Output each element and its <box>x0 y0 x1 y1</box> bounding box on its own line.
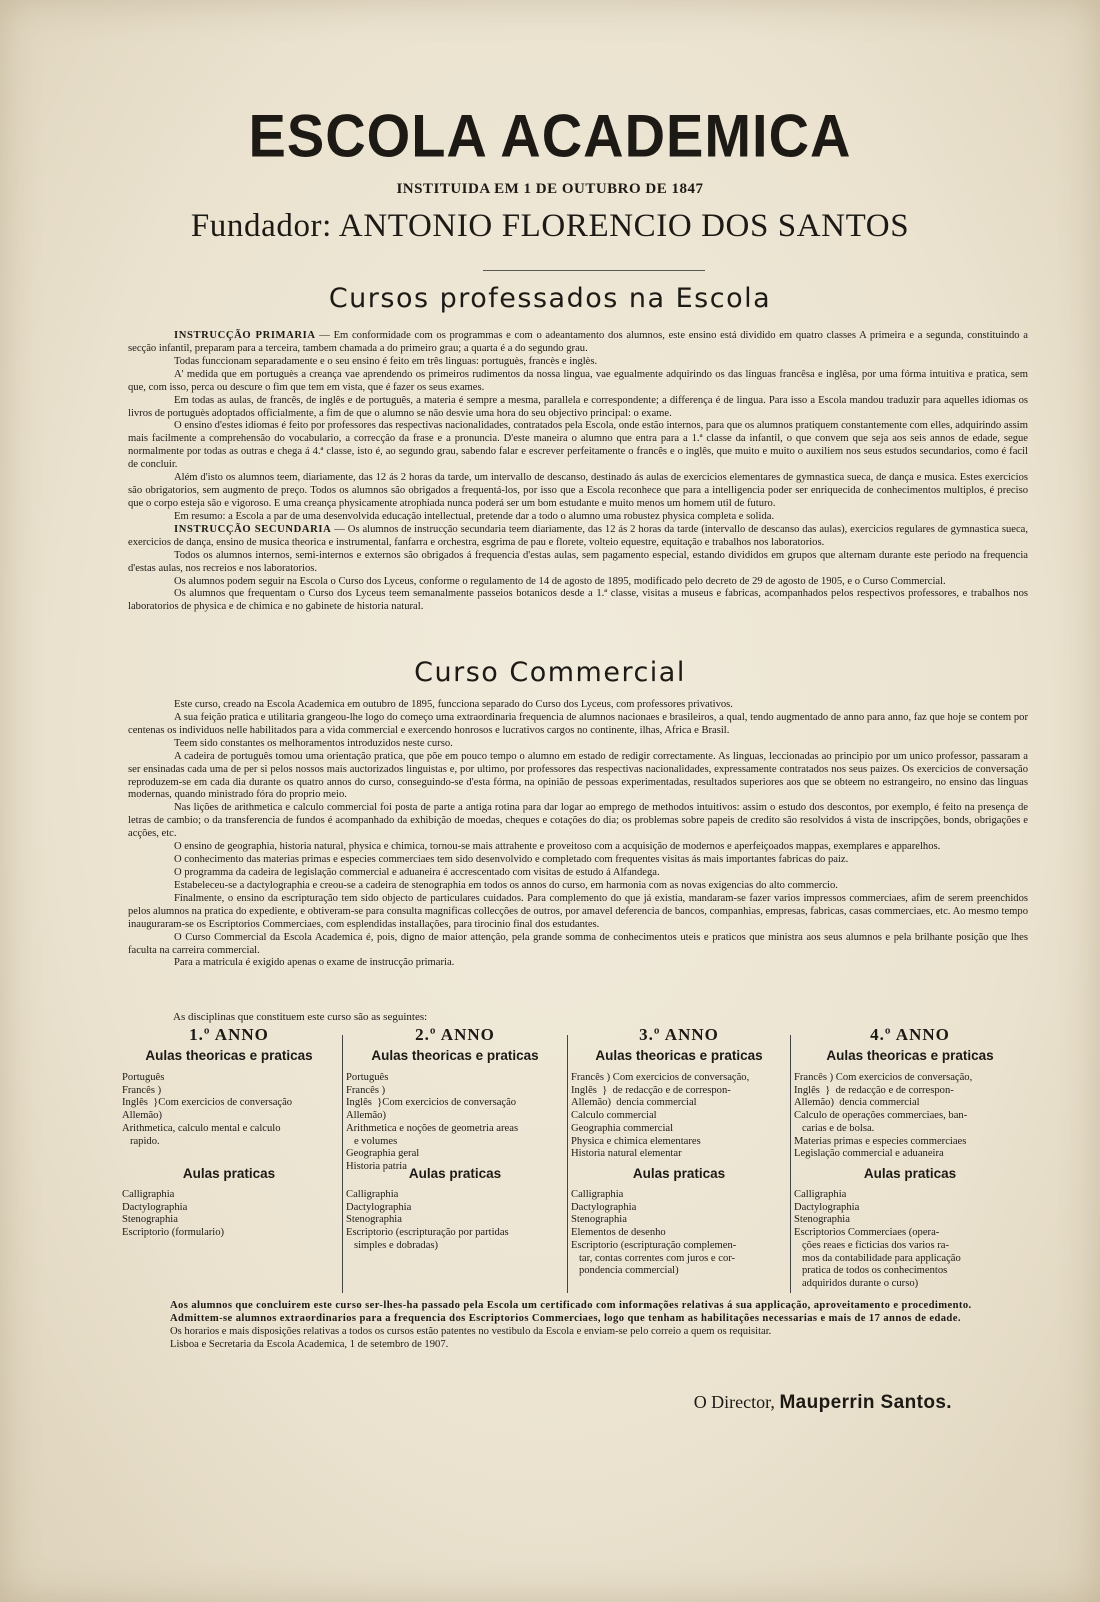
subject-item: Legislação commercial e aduaneira <box>794 1148 944 1160</box>
commercial-heading: Curso Commercial <box>414 657 686 688</box>
footer-notes <box>120 1300 1028 1352</box>
commercial-paragraph: Nas lições de arithmetica e calculo commercial foi posta de parte a antiga rotina para dar logar ao emprego de methodos intuitivos: assim o estudo dos descontos, por exemplo, é feito na presença de letras de cambio; o da transferencia de fundos é acompanhado da exhibição de moedas, cheques e cotações do dia; os problemas sobre papeis de credito são resolvidos á vista de inscripções, bonds, obrigações e acções, etc. <box>128 802 1028 840</box>
paragraph-text: Todas funccionam separadamente e o seu ensino é feito em três linguas: portuguès, francès e inglès. <box>174 355 598 367</box>
commercial-paragraph: Para a matricula é exigido apenas o exame de instrucção primaria. <box>174 957 455 969</box>
subject-item: Escriptorios Commerciaes (opera- <box>794 1227 940 1239</box>
place-date: Lisboa e Secretaria da Escola Academica, 1 de setembro de 1907. <box>170 1338 449 1350</box>
year-column <box>794 1025 1026 1289</box>
subject-item: Dactylographia <box>346 1201 412 1213</box>
signature-prefix: O Director, <box>693 1392 775 1412</box>
commercial-paragraph: Este curso, creado na Escola Academica em outubro de 1895, funcciona separado do Curso dos Lyceus, com professores privativos. <box>174 699 733 710</box>
commercial-paragraph: Finalmente, o ensino da escripturação tem sido objecto de particulares cuidados. Para complemento do que já existia, mandaram-se fazer varios impressos commerciaes, afim de serem preenchidos pelos alumnos na pratica do expediente, e obtiveram-se para consulta magnificas collecções de outros, por amavel deferencia de bancos, companhias, empresas, fabricas, casas commerciaes, etc. Ao mesmo tempo inauguraram-se os Escriptorios Commerciaes, com esplendidas installações, para tirocinio final dos estudantes. <box>128 892 1028 930</box>
subject-item: Calculo commercial <box>571 1110 657 1122</box>
section-lead: INSTRUCÇÃO PRIMARIA <box>174 330 316 341</box>
subject-item: Calligraphia <box>346 1189 399 1200</box>
subject-item: Allemão) dencia commercial <box>571 1097 697 1109</box>
subject-item: Francês ) Com exercicios de conversação, <box>571 1072 750 1083</box>
subject-item: Português <box>122 1072 165 1083</box>
subject-item: Inglês } de redacção e de correspon- <box>794 1084 954 1096</box>
paragraph-text: O ensino d'estes idiomas é feito por professores das respectivas nacionalidades, contratados pela Escola, onde estão internos, para que os alumnos pratiquem constantemente com elles, adquirindo assim mais facilmente a comprehensão do vocabulario, a correcção da frase e a pronuncia. D'este maneira o alumno que entra para a 1.ª classe da infantil, o que convem que seja aos seis annos de edade, segue normalmente por todas as outras e chega á 4.ª classe, isto é, ao segundo grau, sabendo falar e escrever perfeitamente o francês e o inglês, que muito e muito o auxiliem nos seus estudos secundarios, como é facil de concluir. <box>128 420 1028 471</box>
theory-label: Aulas theoricas e praticas <box>145 1048 313 1063</box>
subject-item: Calligraphia <box>122 1189 175 1200</box>
subject-item: Francês ) <box>122 1084 162 1096</box>
subject-item: Stenographia <box>794 1214 850 1226</box>
paragraph-text: — Em conformidade com os programmas e com o adeantamento dos alumnos, este ensino está dividido em quatro classes A primeira e a segunda, constituindo a secção infantil, preparam para a terceira, tambem chamada a do primeiro grau; a quarta é a do segundo grau. <box>128 330 1028 354</box>
paragraph-text: — Os alumnos de instrucção secundaria teem diariamente, das 12 ás 2 horas da tarde (intervallo de descanso das aulas), exercicios regulares de gymnastica sueca, exercicios de dança, ensino de musica theorica e instrumental, fanfarra e orchestra, esgrima de pau e florete, volteio equestre, equitação e trabalhos nos laboratorios. <box>128 523 1028 548</box>
paragraph-text: Além d'isto os alumnos teem, diariamente, das 12 ás 2 horas da tarde, um intervallo de descanso, destinado ás aulas de exercicios elementares de gymnastica sueca, de dança e musica. Estes exercicios são obrigatorios, sem augmento de preço. Todos os alumnos são obrigados a frequentá-los, por isso que a Escola reconhece que para a intelligencia poder ser enriquecida de conhecimentos multiplos, é preciso que o corpo esteja são e vigoroso. E uma creança physicamente atrophiada nunca poderá ser um bom estudante e muito menos um homem util de futuro. <box>128 472 1028 509</box>
subject-item: Português <box>346 1072 389 1083</box>
courses-paragraph <box>128 369 1028 395</box>
disciplines-intro: As disciplinas que constituem este curso são as seguintes: <box>173 1011 428 1023</box>
subject-item: Materias primas e especies commerciaes <box>794 1135 967 1147</box>
courses-paragraph <box>128 395 1028 421</box>
paragraph-text: Em todas as aulas, de francês, de inglês e de português, a materia é sempre a mesma, parallela e correspondente; a differença é de lingua. Para isso a Escola mandou traduzir para aquelles idiomas os livros de portuguès adoptados officialmente, a fim de que o alumno se não desvie uma hora do seu objectivo principal: o exame. <box>128 394 1028 419</box>
subject-item: Historia patria <box>346 1160 407 1172</box>
subject-item: Francês ) <box>346 1084 386 1096</box>
commercial-paragraph: A sua feição pratica e utilitaria grangeou-lhe logo do começo uma extraordinaria frequencia de alumnos nacionaes e brasileiros, a qual, tendo augmentado de anno para anno, faz que hoje se contem por centenas os individuos nelle habilitados para a vida commercial e exercendo honrosos e lucrativos cargos no continente, ilhas, Africa e Brasil. <box>128 711 1028 736</box>
practice-list <box>571 1189 787 1278</box>
practice-label: Aulas praticas <box>182 1166 276 1181</box>
subject-item: Stenographia <box>571 1214 627 1226</box>
founding-date: INSTITUIDA EM 1 DE OUTUBRO DE 1847 <box>396 181 704 197</box>
theory-label: Aulas theoricas e praticas <box>595 1048 763 1063</box>
paragraph-text: Todos os alumnos internos, semi-internos e externos são obrigados á frequencia d'estas aulas, sem pagamento especial, estando divididos em grupos que alternam durante este periodo na frequencia d'estas aulas, nos recreios e nos laboratorios. <box>128 549 1028 574</box>
subject-item: Elementos de desenho <box>571 1227 666 1239</box>
subject-item: Dactylographia <box>794 1201 860 1213</box>
subject-item: ções reaes e ficticias dos varios ra- <box>794 1239 950 1251</box>
paragraph-text: Os alumnos que frequentam o Curso dos Lyceus teem semanalmente passeios botanicos desde a 1.ª classe, visitas a museus e fabricas, acompanhados pelos respectivos professores, e trabalhos nos laboratorios de physica e de chimica e no gabinete de historia natural. <box>128 588 1028 613</box>
commercial-paragraph: Teem sido constantes os melhoramentos introduzidos neste curso. <box>174 737 453 749</box>
subject-item: Calligraphia <box>794 1189 847 1200</box>
theory-list <box>346 1072 564 1172</box>
theory-list <box>571 1072 787 1160</box>
year-title: 4.º ANNO <box>870 1025 950 1044</box>
commercial-paragraph: O Curso Commercial da Escola Academica é, pois, digno de maior attenção, pela grande somma de conhecimentos uteis e praticos que ministra aos seus alumnos e pela brilhante posição que lhes faculta na carreira commercial. <box>128 931 1028 956</box>
paragraph-text: Os alumnos podem seguir na Escola o Curso dos Lyceus, conforme o regulamento de 14 de agosto de 1895, modificado pelo decreto de 29 de agosto de 1905, e o Curso Commercial. <box>174 575 946 587</box>
extraordinary-note: Admittem-se alumnos extraordinarios para a frequencia dos Escriptorios Commerciaes, logo que tenham as habilitações necessarias e mais de 17 annos de edade. <box>170 1312 961 1324</box>
commercial-paragraph: Estabeleceu-se a dactylographia e creou-se a cadeira de stenographia em todos os annos do curso, em harmonia com as novas exigencias do alto commercio. <box>174 879 838 891</box>
paragraph-text: Em resumo: a Escola a par de uma desenvolvida educação intellectual, pretende dar a todo o alumno uma robustez physica completa e solida. <box>174 510 775 522</box>
year-title: 3.º ANNO <box>639 1025 719 1044</box>
subject-item: mos da contabilidade para applicação <box>794 1252 961 1264</box>
subject-item: pratica de todos os conhecimentos <box>794 1265 948 1277</box>
practice-list <box>794 1189 1026 1291</box>
courses-paragraph <box>128 472 1028 511</box>
courses-body <box>128 330 1028 614</box>
year-title: 2.º ANNO <box>415 1025 495 1044</box>
year-title: 1.º ANNO <box>189 1025 269 1044</box>
subject-item: Calligraphia <box>571 1189 624 1200</box>
practice-list <box>122 1189 336 1240</box>
subject-item: Physica e chimica elementares <box>571 1135 701 1147</box>
subject-item: Francês ) Com exercicios de conversação, <box>794 1072 973 1083</box>
subject-item: Calculo de operações commerciaes, ban- <box>794 1110 968 1122</box>
subject-item: Stenographia <box>346 1214 402 1226</box>
certificate-note: Aos alumnos que concluirem este curso ser-lhes-ha passado pela Escola um certificado com informações relativas á sua applicação, aproveitamento e procedimento. <box>170 1300 972 1311</box>
subject-item: Allemão) dencia commercial <box>794 1097 920 1109</box>
courses-heading: Cursos professados na Escola <box>328 283 772 314</box>
subject-item: Escriptorio (escripturação complemen- <box>571 1239 737 1251</box>
courses-paragraph <box>128 330 1028 356</box>
subject-item: Arithmetica, calculo mental e calculo <box>122 1122 281 1134</box>
subject-item: e volumes <box>346 1135 398 1147</box>
school-title: ESCOLA ACADEMICA <box>248 101 852 170</box>
year-column <box>122 1025 336 1285</box>
column-divider <box>567 1035 568 1293</box>
subject-item: Escriptorio (escripturação por partidas <box>346 1227 509 1239</box>
subject-item: Dactylographia <box>571 1201 637 1213</box>
year-column <box>571 1025 787 1285</box>
subject-item: Allemão) <box>122 1110 163 1122</box>
commercial-body <box>128 699 1028 970</box>
courses-paragraph <box>128 511 1028 524</box>
paragraph-text: A' medida que em portuguès a creança vae aprendendo os primeiros rudimentos da nossa lingua, vae egualmente adquirindo os das linguas francêsa e inglêsa, por uma fórma intuitiva e pratica, sem que, com isso, perca ou descure o fim que tem em vista, que é fazer os seus exames. <box>128 368 1028 393</box>
practice-label: Aulas praticas <box>863 1166 957 1181</box>
subject-item: Arithmetica e noções de geometria areas <box>346 1122 519 1134</box>
subject-item: Dactylographia <box>122 1201 188 1213</box>
schedule-note: Os horarios e mais disposições relativas a todos os cursos estão patentes no vestibulo da Escola e enviam-se pelo correio a quem os requisitar. <box>170 1325 772 1337</box>
theory-label: Aulas theoricas e praticas <box>371 1048 539 1063</box>
commercial-paragraph: O ensino de geographia, historia natural, physica e chimica, tornou-se mais attrahente e proveitoso com a acquisição de modernos e aperfeiçoados mappas, exemplares e apparelhos. <box>174 841 941 853</box>
courses-paragraph <box>128 420 1028 472</box>
subject-item: Inglês }Com exercicios de conversação <box>346 1097 517 1109</box>
practice-list <box>346 1189 564 1253</box>
subject-item: tar, contas correntes com juros e cor- <box>571 1252 736 1264</box>
year-column <box>346 1025 564 1285</box>
courses-paragraph <box>128 576 1028 589</box>
practice-label: Aulas praticas <box>408 1166 502 1181</box>
theory-list <box>122 1072 336 1160</box>
subject-item: Inglês } de redacção e de correspon- <box>571 1084 731 1096</box>
subject-item: Geographia commercial <box>571 1122 674 1134</box>
courses-paragraph <box>128 524 1028 550</box>
director-name: Mauperrin Santos. <box>779 1392 952 1413</box>
commercial-paragraph: A cadeira de português tomou uma orientação pratica, que põe em pouco tempo o alumno em estado de redigir correctamente. As linguas, leccionadas ao principio por um unico professor, passaram a ser ensinadas cada uma de per si pelos nossos mais auctorizados linguistas e, por ultimo, por professores das respectivas nacionalidades, expressamente contratados nos seus paizes. Os exercicios de conversação reproduzem-se em cada dia durante os quatro annos do curso, conseguindo-se d'esta fórma, na opinião de pessoas experimentadas, resultados superiores aos que se obteem no estrangeiro, no ensino das linguas modernas, quando ministrado fóra do proprio meio. <box>128 750 1028 801</box>
title-divider <box>483 270 705 271</box>
courses-paragraph <box>128 588 1028 614</box>
subject-item: simples e dobradas) <box>346 1239 439 1251</box>
subject-item: Escriptorio (formulario) <box>122 1227 225 1239</box>
subject-item: Stenographia <box>122 1214 178 1226</box>
subject-item: pondencia commercial) <box>571 1265 679 1277</box>
commercial-paragraph: O conhecimento das materias primas e especies commerciaes tem sido desenvolvido e completado com frequentes visitas ás mais importantes fabricas do paiz. <box>174 854 849 866</box>
courses-paragraph <box>128 550 1028 576</box>
theory-label: Aulas theoricas e praticas <box>826 1048 994 1063</box>
subject-item: Geographia geral <box>346 1148 420 1160</box>
subject-item: rapido. <box>122 1135 160 1147</box>
subject-item: Inglês }Com exercicios de conversação <box>122 1097 293 1109</box>
director-signature <box>694 1392 952 1414</box>
founder-line: Fundador: ANTONIO FLORENCIO DOS SANTOS <box>190 208 910 244</box>
column-divider <box>790 1035 791 1293</box>
practice-label: Aulas praticas <box>632 1166 726 1181</box>
subject-item: Allemão) <box>346 1110 387 1122</box>
subject-item: adquiridos durante o curso) <box>794 1277 919 1289</box>
column-divider <box>342 1035 343 1293</box>
subject-item: carias e de bolsa. <box>794 1122 875 1134</box>
commercial-paragraph: O programma da cadeira de legislação commercial e aduaneira é accrescentado com visitas de estudo á Alfandega. <box>174 866 660 878</box>
theory-list <box>794 1072 1026 1160</box>
year-columns <box>122 1025 1030 1295</box>
subject-item: Historia natural elementar <box>571 1148 682 1160</box>
courses-paragraph <box>128 356 1028 369</box>
section-lead: INSTRUCÇÃO SECUNDARIA <box>174 523 332 535</box>
